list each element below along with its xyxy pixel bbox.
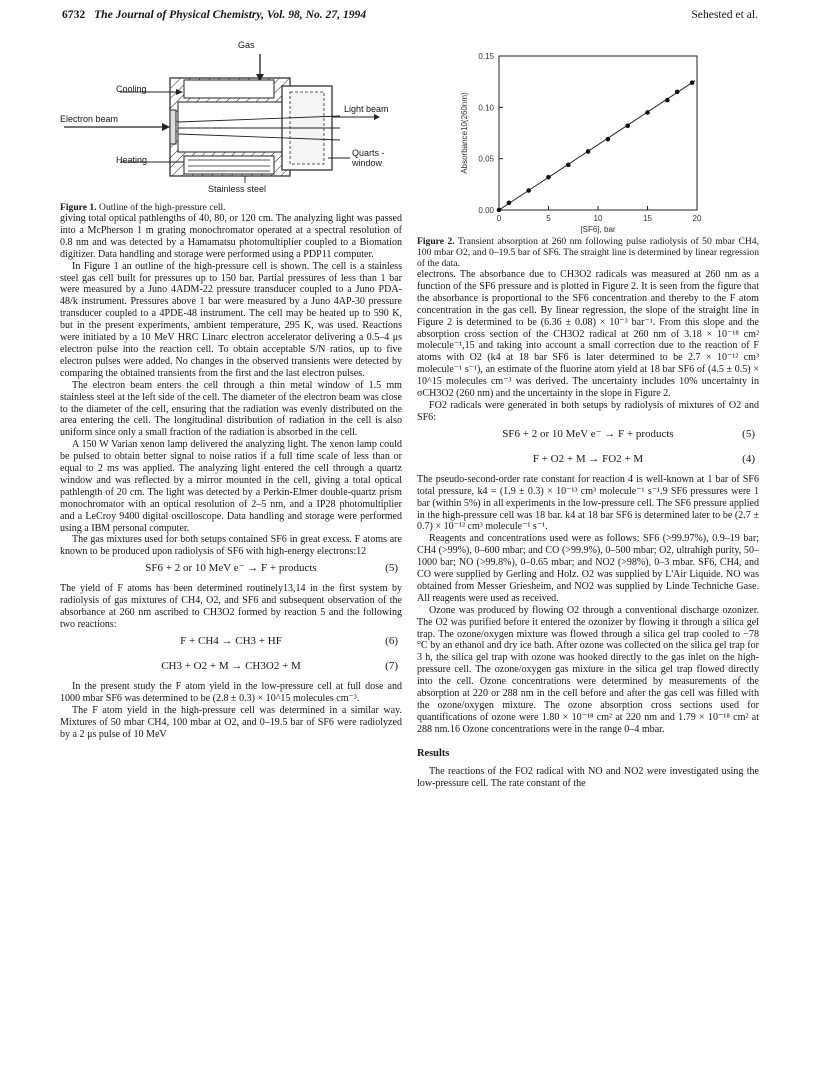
figure-1-caption-text: Outline of the high-pressure cell. bbox=[99, 202, 226, 213]
journal-citation: The Journal of Physical Chemistry, Vol. 98, No. 27, 1994 bbox=[94, 8, 367, 21]
equation-7-number: (7) bbox=[385, 659, 398, 672]
data-point bbox=[546, 175, 551, 180]
label-quartz-window-1: Quarts - bbox=[352, 148, 385, 158]
equation-5 bbox=[60, 558, 402, 583]
left-paragraph-4: A 150 W Varian xenon lamp delivered the analyzing light. The xenon lamp could be pulsed to obtain better signal to noise ratios if a full time scale of less than or equal to 2 ms was applied. The analyzing light entered the cell through a quartz window and was reflected by a mirror mounted in the cell, giving a total optical pathlength of 20 cm. The light was detected by a Perkin-Elmer double-quartz prism monochromator with an optical resolution of 2–5 nm, and a IP28 photomultiplier and a LeCroy 9400 digital oscilloscope. Data handling and storage were performed using a IBM personal computer. bbox=[60, 439, 402, 534]
label-cooling: Cooling bbox=[116, 84, 147, 94]
data-point bbox=[675, 90, 680, 95]
equation-4-body: F + O2 + M → FO2 + M bbox=[532, 452, 644, 465]
data-point bbox=[645, 110, 650, 115]
label-quartz-window-2: window bbox=[352, 158, 383, 168]
left-column bbox=[60, 40, 402, 740]
equation-5-number: (5) bbox=[385, 562, 398, 575]
figure-1-caption bbox=[60, 202, 402, 213]
data-point bbox=[497, 208, 502, 213]
left-paragraph-6: The yield of F atoms has been determined routinely13,14 in the first system by radiolysis of gas mixtures of CH4, O2, and SF6 and subsequent observation of the absorbance at 260 nm ascribed to CH3O2 formed by reaction 5 and the following two reactions: bbox=[60, 583, 402, 630]
equation-6-body: F + CH4 → CH3 + HF bbox=[180, 634, 282, 647]
left-paragraph-2: In Figure 1 an outline of the high-pressure cell is shown. The cell is a stainless steel gas cell built for pressures up to 150 bar. Partial pressures of less than 1 bar were measured by a Juno 4ADM-22 pressure transducer coupled to a Juno PDA-48/k instrument. Pressures above 1 bar were measured by a Juno 4AP-30 pressure transducer coupled to a 4PDE-48 instrument. The cell may be heated up to 590 K, but in the present experiments, ambient temperature, 295 K, was used. Reactions were initiated by a 10 MeV HRC Linarc electron accelerator delivering a 0.5–4 μs electron pulse into the reaction cell. To obtain acceptable S/N ratios, up to five electron pulses were added. No changes in the observed transients were detected by comparing the obtained transients from the first and the last electron pulses. bbox=[60, 260, 402, 379]
right-paragraph-4: Reagents and concentrations used were as follows: SF6 (>99.97%), 0.9–19 bar; CH4 (>99%), 0–600 mbar; and CO (>99.9%), 0–500 mbar; O2, ultrahigh purity, 50–1000 bar; NO (>99.8%), 0–0.65 mbar; and NO2 (>98%), 0–3 mbar. SF6, CH4, and CO were supplied by Gerling and Holz. O2 was supplied by L'Air Liquide. NO was obtained from Messer Griesheim, and NO2 was supplied by Linde Techniche Gase. All reagents were used as received. bbox=[417, 533, 759, 604]
equation-7-body: CH3 + O2 + M → CH3O2 + M bbox=[161, 659, 301, 672]
figure-1 bbox=[60, 40, 402, 202]
y-tick-label: 0.15 bbox=[478, 52, 494, 61]
y-tick-label: 0.10 bbox=[478, 103, 494, 113]
right-paragraph-6: The reactions of the FO2 radical with NO and NO2 were investigated using the low-pressure cell. The rate constant of the bbox=[417, 765, 759, 789]
data-point bbox=[690, 80, 695, 85]
equation-4 bbox=[417, 449, 759, 474]
y-tick-label: 0.00 bbox=[478, 206, 494, 215]
equation-6 bbox=[60, 631, 402, 656]
x-tick-label: 15 bbox=[643, 214, 652, 223]
figure-2-chart bbox=[417, 40, 759, 236]
equation-4-number: (4) bbox=[742, 452, 755, 465]
figure-1-caption-label: Figure 1. bbox=[60, 202, 97, 213]
figure-2 bbox=[417, 40, 759, 236]
right-paragraph-1: electrons. The absorbance due to CH3O2 radicals was measured at 260 nm as a function of the SF6 pressure and is plotted in Figure 2. It is seen from the figure that the absorbance is proportional to the SF6 concentration and thereby to the F atom concentration in the gas cell. By linear regression, the slope of the straight line in Figure 2 is determined to be (6.36 ± 0.08) × 10⁻³ bar⁻¹. From this slope and the absorption cross section of the CH3O2 radical at 260 nm of 3.18 × 10⁻¹⁸ cm² molecule⁻¹,15 and taking into account a small correction due to the reaction of F atoms with O2 (k4 at 18 bar SF6 is later determined to be 2.7 × 10⁻¹² cm³ molecule⁻¹ s⁻¹), an estimate of the fluorine atom yield at 18 bar SF6 of (4.5 ± 0.5) × 10^15 molecules cm⁻³ was derived. The uncertainty includes 10% uncertainty in σCH3O2 (260 nm) and the uncertainty in the slope in Figure 2. bbox=[417, 269, 759, 400]
equation-6-number: (6) bbox=[385, 634, 398, 647]
x-tick-label: 20 bbox=[692, 214, 702, 223]
label-heating: Heating bbox=[116, 155, 148, 165]
label-stainless-steel: Stainless steel bbox=[208, 184, 267, 194]
figure-2-caption bbox=[417, 236, 759, 269]
right-paragraph-5: Ozone was produced by flowing O2 through a conventional discharge ozonizer. The O2 was purified before it entered the ozonizer by flowing it through a silica gel trap. The ozone/oxygen mixture was flowed through a silica gel trap cooled to −78 °C by an ethanol and dry ice bath. After ozone was collected on the silica gel trap for 3 h, the silica gel trap with ozone was hooked directly to the gas inlet on the high-pressure cell. The ozone/oxygen gas mixture in the silica gel trap flowed directly into the cell. Ozone concentrations were determined by measurements of the absorption at 220 or 288 nm in the cell before and after the gas cell was filled with the ozone/oxygen mixture. The ozone absorption cross sections used for quantifications of ozone were 1.80 × 10⁻¹⁸ cm² at 220 nm and 1.79 × 10⁻¹⁸ cm² at 288 nm.16 Ozone concentrations were in the range 0–4 mbar. bbox=[417, 604, 759, 735]
x-axis-label: [SF6], bar bbox=[580, 225, 616, 234]
equation-7 bbox=[60, 656, 402, 681]
figure-2-caption-text: Transient absorption at 260 nm following pulse radiolysis of 50 mbar CH4, 100 mbar O2, and 0–19.5 bar of SF6. The straight line is determined by linear regression of the data. bbox=[417, 236, 759, 269]
data-point bbox=[586, 149, 591, 154]
label-light-beam: Light beam bbox=[344, 104, 389, 114]
cooling-jacket bbox=[184, 80, 274, 98]
data-point bbox=[526, 188, 531, 193]
equation-5-repeat-body: SF6 + 2 or 10 MeV e⁻ → F + products bbox=[502, 427, 674, 440]
running-head-authors: Sehested et al. bbox=[691, 8, 758, 21]
y-axis-label: Absorbance10(260nm) bbox=[460, 92, 469, 174]
right-paragraph-3: The pseudo-second-order rate constant for reaction 4 is well-known at 1 bar of SF6 total pressure, k4 = (1.9 ± 0.3) × 10⁻¹³ cm³ molecule⁻¹ s⁻¹.9 SF6 pressures were 1 bar (within 5%) in all experiments in the low-pressure cell. The SF6 pressure applied in the high-pressure cell was 18 bar. k4 at 18 bar SF6 is determined later to be (2.7 ± 0.7) × 10⁻¹² cm³ molecule⁻¹ s⁻¹. bbox=[417, 473, 759, 533]
running-head bbox=[62, 8, 758, 26]
data-point bbox=[566, 163, 571, 168]
running-head-left bbox=[62, 8, 366, 21]
left-paragraph-8: The F atom yield in the high-pressure cell was determined in a similar way. Mixtures of 50 mbar CH4, 100 mbar at O2, and 0–19.5 bar of SF6 were radiolyzed by a 2 μs pulse of 10 MeV bbox=[60, 704, 402, 740]
label-gas: Gas bbox=[238, 40, 255, 50]
left-paragraph-5: The gas mixtures used for both setups contained SF6 in great excess. F atoms are known to be produced upon radiolysis of SF6 with high-energy electrons:12 bbox=[60, 534, 402, 558]
data-point bbox=[665, 98, 670, 103]
data-point bbox=[606, 137, 611, 142]
left-paragraph-3: The electron beam enters the cell through a thin metal window of 1.5 mm stainless steel at the left side of the cell. The diameter of the electron beam was close to the diameter of the cell, ensuring that the radiation was evenly distributed on the area entering the cell. The longitudinal distribution of radiation in the cell is also uniform since only a small fraction of the radiation is absorbed in the cell. bbox=[60, 379, 402, 439]
y-tick-label: 0.05 bbox=[478, 154, 494, 164]
page-number: 6732 bbox=[62, 8, 86, 21]
x-tick-label: 5 bbox=[546, 214, 551, 223]
equation-5-body: SF6 + 2 or 10 MeV e⁻ → F + products bbox=[145, 562, 317, 575]
left-paragraph-7: In the present study the F atom yield in the low-pressure cell at full dose and 1000 mbar SF6 was determined to be (2.8 ± 0.3) × 10^15 molecules cm⁻³. bbox=[60, 680, 402, 704]
label-electron-beam: Electron beam bbox=[60, 114, 119, 124]
data-point bbox=[507, 201, 512, 206]
x-tick-label: 0 bbox=[496, 214, 502, 223]
data-point bbox=[625, 124, 630, 129]
figure-2-caption-label: Figure 2. bbox=[417, 236, 455, 247]
cell-bore bbox=[178, 102, 294, 152]
equation-5-repeat bbox=[417, 424, 759, 449]
left-paragraph-1: giving total optical pathlengths of 40, 80, or 120 cm. The analyzing light was passed into a McPherson 1 m grating monochromator operated at a spectral resolution of 0.8 nm and was detected by a Hamamatsu photomultiplier coupled to a Biomation digitizer. Data handling and storage were performed using a PDP11 computer. bbox=[60, 213, 402, 260]
right-column bbox=[417, 40, 759, 789]
section-heading-results: Results bbox=[417, 747, 450, 759]
right-paragraph-2: FO2 radicals were generated in both setups by radiolysis of mixtures of O2 and SF6: bbox=[417, 399, 759, 423]
equation-5-repeat-number: (5) bbox=[742, 427, 755, 440]
x-tick-label: 10 bbox=[593, 214, 603, 223]
electron-window bbox=[170, 110, 176, 144]
plot-frame bbox=[499, 56, 697, 210]
